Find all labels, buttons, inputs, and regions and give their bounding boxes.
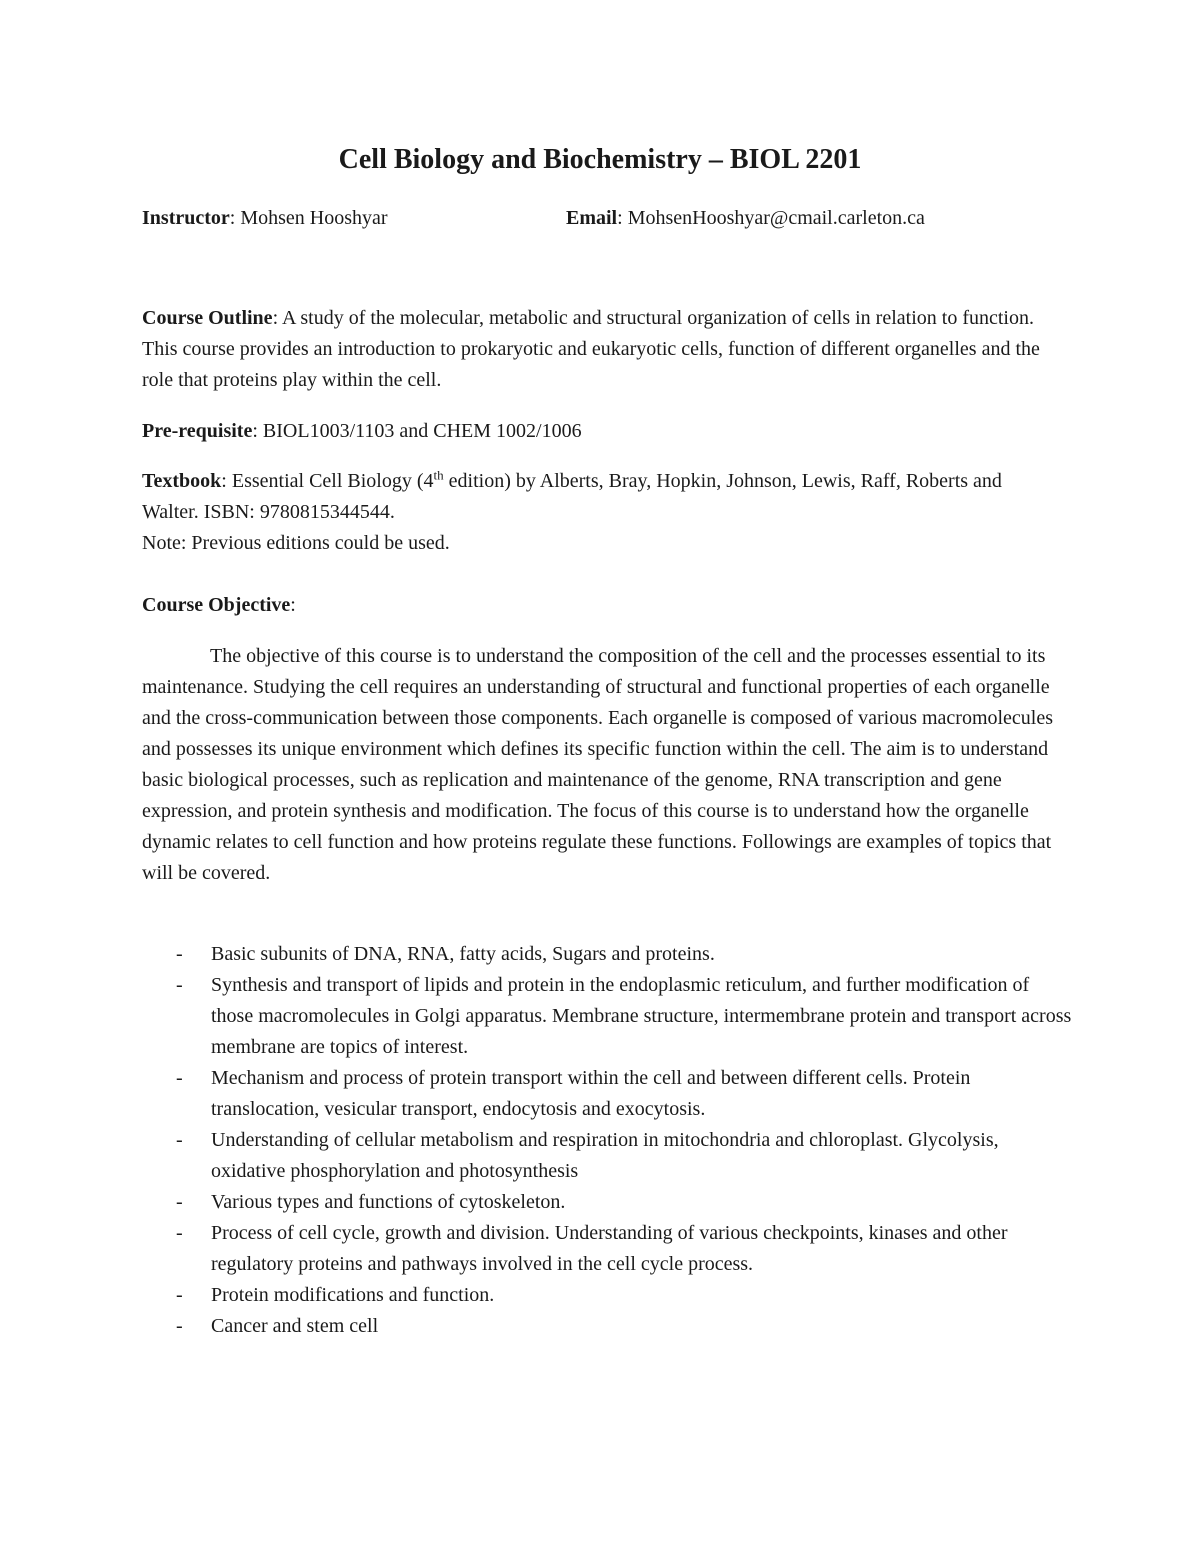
list-item bbox=[142, 1218, 1072, 1280]
topic-text: Synthesis and transport of lipids and protein in the endoplasmic reticulum, and further modification of those macromolecules in Golgi apparatus. Membrane structure, intermembrane protein and transport across membrane are topics of interest. bbox=[211, 974, 1072, 1058]
list-item bbox=[142, 1187, 1072, 1218]
course-objective-label: Course Objective bbox=[142, 594, 291, 616]
email-line: Email: MohsenHooshyar@cmail.carleton.ca bbox=[566, 207, 925, 229]
prerequisite-label: Pre-requisite bbox=[142, 420, 253, 442]
textbook-label: Textbook bbox=[142, 470, 222, 492]
topic-text: Understanding of cellular metabolism and respiration in mitochondria and chloroplast. Glycolysis, oxidative phosphorylation and photosynthesis bbox=[211, 1129, 999, 1182]
list-item bbox=[142, 939, 1072, 970]
bullet-dash: - bbox=[176, 1067, 183, 1089]
list-item bbox=[142, 1311, 1072, 1342]
textbook-paragraph: Textbook: Essential Cell Biology (4th edition) by Alberts, Bray, Hopkin, Johnson, Lewis, Raff, Roberts and Walter. ISBN: 9780815344544. bbox=[142, 467, 1002, 523]
bullet-dash: - bbox=[176, 1129, 183, 1151]
bullet-dash: - bbox=[176, 974, 183, 996]
instructor-label: Instructor bbox=[142, 207, 230, 229]
textbook-text-end: edition) by Alberts, Bray, Hopkin, Johnson, Lewis, Raff, Roberts and Walter. ISBN: 9780815344544. bbox=[142, 470, 1002, 523]
textbook-edition-superscript: th bbox=[433, 467, 444, 483]
topics-list bbox=[142, 939, 1072, 1342]
course-objective-paragraph: The objective of this course is to understand the composition of the cell and the processes essential to its maintenance. Studying the cell requires an understanding of structural and functional properties of each organelle and the cross-communication between those components. Each organelle is composed of various macromolecules and possesses its unique environment which defines its specific function within the cell. The aim is to understand basic biological processes, such as replication and maintenance of the genome, RNA transcription and gene expression, and protein synthesis and modification. The focus of this course is to understand how the organelle dynamic relates to cell function and how proteins regulate these functions. Followings are examples of topics that will be covered. bbox=[142, 645, 1054, 884]
course-outline-paragraph: Course Outline: A study of the molecular, metabolic and structural organization of cells in relation to function. This course provides an introduction to prokaryotic and eukaryotic cells, function of different organelles and the role that proteins play within the cell. bbox=[142, 307, 1040, 391]
email-address: MohsenHooshyar@cmail.carleton.ca bbox=[627, 207, 925, 229]
list-item bbox=[142, 1063, 1072, 1125]
bullet-dash: - bbox=[176, 943, 183, 965]
prerequisite-text: BIOL1003/1103 and CHEM 1002/1006 bbox=[262, 420, 582, 442]
topic-text: Protein modifications and function. bbox=[211, 1284, 495, 1306]
email-label: Email bbox=[566, 207, 618, 229]
topic-text: Basic subunits of DNA, RNA, fatty acids, Sugars and proteins. bbox=[211, 943, 715, 965]
course-objective-heading bbox=[142, 590, 1062, 621]
prerequisite-section bbox=[142, 416, 1062, 447]
course-objective-heading-line: Course Objective: bbox=[142, 594, 296, 616]
topic-text: Process of cell cycle, growth and division. Understanding of various checkpoints, kinases and other regulatory proteins and pathways involved in the cell cycle process. bbox=[211, 1222, 1008, 1275]
list-item bbox=[142, 1125, 1072, 1187]
course-outline-text: A study of the molecular, metabolic and structural organization of cells in relation to function. This course provides an introduction to prokaryotic and eukaryotic cells, function of different organelles and the role that proteins play within the cell. bbox=[142, 307, 1040, 391]
course-objective-section bbox=[142, 641, 1062, 889]
document-title: Cell Biology and Biochemistry – BIOL 2201 bbox=[338, 144, 862, 175]
bullet-dash: - bbox=[176, 1191, 183, 1213]
prerequisite-paragraph: Pre-requisite: BIOL1003/1103 and CHEM 1002/1006 bbox=[142, 420, 582, 442]
topic-text: Various types and functions of cytoskeleton. bbox=[211, 1191, 566, 1213]
bullet-dash: - bbox=[176, 1222, 183, 1244]
textbook-note: Note: Previous editions could be used. bbox=[142, 532, 450, 554]
course-outline-label: Course Outline bbox=[142, 307, 273, 329]
topic-text: Mechanism and process of protein transport within the cell and between different cells. Protein translocation, vesicular transport, endocytosis and exocytosis. bbox=[211, 1067, 971, 1120]
bullet-dash: - bbox=[176, 1315, 183, 1337]
instructor-name: Mohsen Hooshyar bbox=[240, 207, 388, 229]
textbook-section bbox=[142, 466, 1062, 559]
list-item bbox=[142, 1280, 1072, 1311]
topic-text: Cancer and stem cell bbox=[211, 1315, 379, 1337]
bullet-dash: - bbox=[176, 1284, 183, 1306]
list-item bbox=[142, 970, 1072, 1063]
course-outline-section bbox=[142, 303, 1062, 396]
instructor-line: Instructor: Mohsen Hooshyar bbox=[142, 207, 388, 229]
textbook-text-start: Essential Cell Biology (4 bbox=[231, 470, 434, 492]
